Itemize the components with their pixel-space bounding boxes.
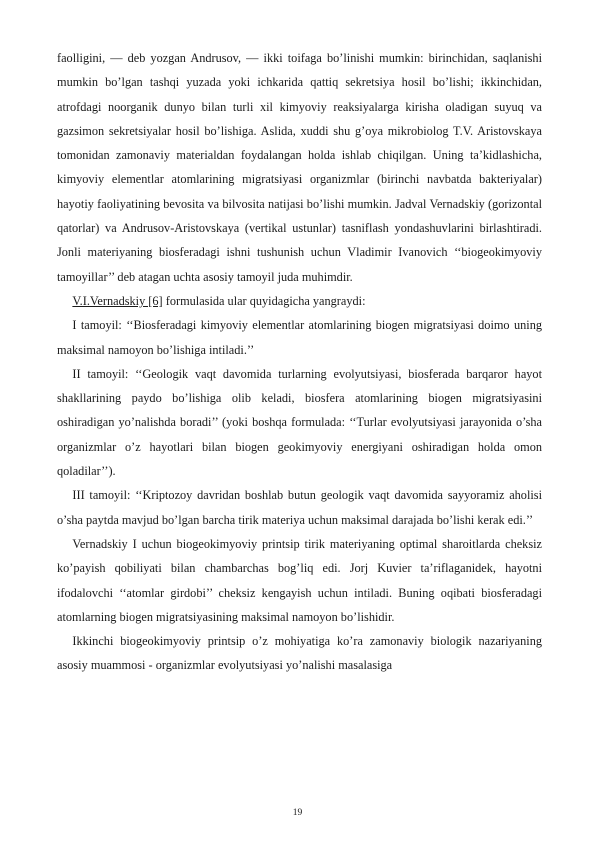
paragraph-vernadskiy-formula [57, 289, 542, 313]
paragraph-principle-3: III tamoyil: ‘‘Kriptozoy davridan boshlab butun geologik vaqt davomida sayyoramiz aholisi o’sha paytda mavjud bo’lgan barcha tirik materiya uchun maksimal darajada bo’lishi kerak edi.’’ [57, 488, 542, 527]
paragraph-principle-2: II tamoyil: ‘‘Geologik vaqt davomida turlarning evolyutsiyasi, biosferada barqaror hayot shakllarining paydo bo’lishiga olib keladi, biosfera atomlarining biogen migratsiyasini oshiradigan yo’nalishda boradi’’ (yoki boshqa formulada: ‘‘Turlar evolyutsiyasi jarayonida o’sha organizmlar o’z hayotlari bilan biogen geokimyoviy energiyani oshiradigan holda omon qoladilar’’). [57, 366, 542, 479]
page-body [57, 46, 542, 678]
paragraph-principle-1: I tamoyil: ‘‘Biosferadagi kimyoviy elementlar atomlarining biogen migratsiyasi doimo uning maksimal namoyon bo’lishiga intiladi.’’ [57, 318, 542, 357]
paragraph-vernadskiy-first: Vernadskiy I uchun biogeokimyoviy printsip tirik materiyaning optimal sharoitlarda cheksiz ko’payish qobiliyati bilan chambarchas bog’liq edi. Jorj Kuvier ta’riflaganidek, hayotni ifodalovchi ‘‘atomlar girdobi’’ cheksiz kengayish uchun intiladi. Buning oqibati biosferadagi atomlarning biogen migratsiyasining maksimal namoyon bo’lishidir. [57, 536, 542, 624]
page-number: 19 [292, 808, 303, 818]
paragraph-andrusov: faolligini, — deb yozgan Andrusov, — ikki toifaga bo’linishi mumkin: birinchidan, saqlanishi mumkin bo’lgan tashqi yuzada yoki ichkarida qattiq sekretsiya hosil bo’lishi; ikkinchidan, atrofdagi noorganik dunyo bilan turli xil kimyoviy reaksiyalarga kirisha oladigan suyuq va gazsimon sekretsiyalar hosil bo’lishiga. Aslida, xuddi shu g’oya mikrobiolog T.V. Aristovskaya tomonidan zamonaviy materialdan foydalangan holda ishlab chiqilgan. Uning ta’kidlashicha, kimyoviy elementlar atomlarining migratsiyasi organizmlar (birinchi navbatda bakteriyalar) hayotiy faoliyatining bevosita va bilvosita natijasi bo’lishi mumkin. Jadval Vernadskiy (gorizontal qatorlar) va Andrusov-Aristovskaya (vertikal ustunlar) tasniflash yondashuvlarini birlashtiradi. Jonli materiyaning biosferadagi ishni tushunish uchun Vladimir Ivanovich ‘‘biogeokimyoviy tamoyillar’’ deb atagan uchta asosiy tamoyil juda muhimdir. [57, 51, 542, 284]
reference-link-vernadskiy[interactable]: V.I.Vernadskiy [6] [72, 293, 163, 308]
paragraph-vernadskiy-formula-text: formulasida ular quyidagicha yangraydi: [162, 293, 366, 308]
paragraph-second-principle: Ikkinchi biogeokimyoviy printsip o’z mohiyatiga ko’ra zamonaviy biologik nazariyaning asosiy muammosi - organizmlar evolyutsiyasi yo’nalishi masalasiga [57, 634, 542, 673]
